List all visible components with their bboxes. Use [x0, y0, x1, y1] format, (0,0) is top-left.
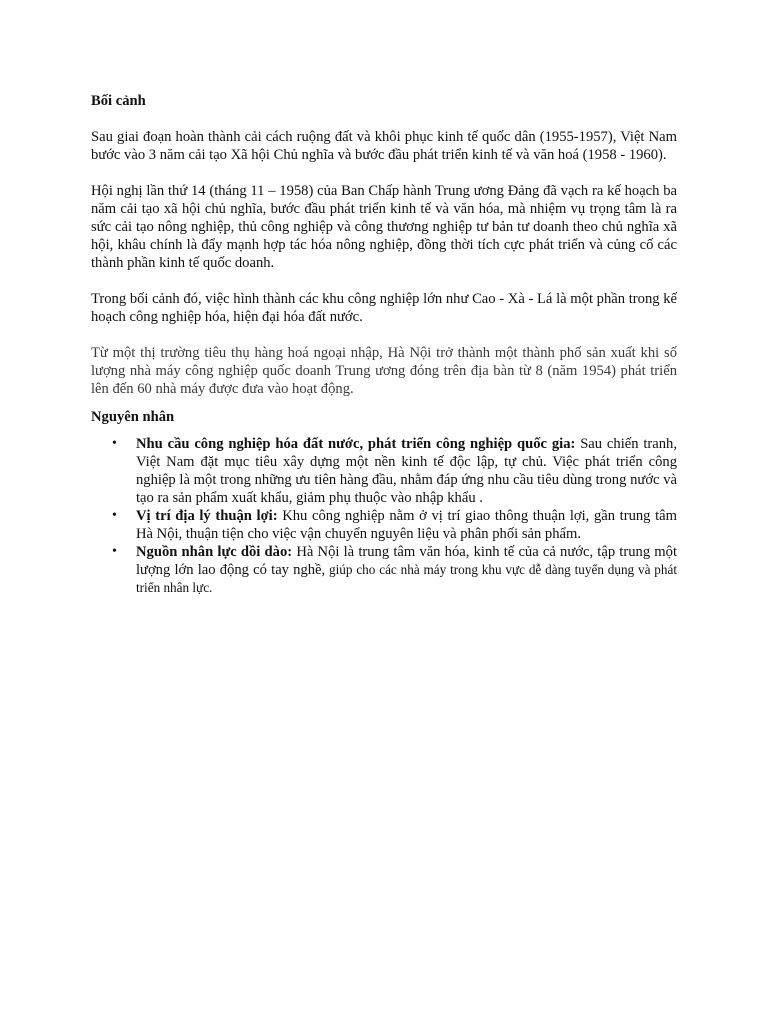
list-item-title: Nguồn nhân lực dồi dào:	[136, 544, 293, 560]
paragraph-context-2: Hội nghị lần thứ 14 (tháng 11 – 1958) của Ban Chấp hành Trung ương Đảng đã vạch ra kế hoạch ba năm cải tạo xã hội chủ nghĩa, bước đầu phát triển kinh tế và văn hóa, mà nhiệm vụ trọng tâm là ra sức cải tạo nông nghiệp, thủ công nghiệp và công thương nghiệp tư bản tư doanh theo chủ nghĩa xã hội, khâu chính là đẩy mạnh hợp tác hóa nông nghiệp, đồng thời tích cực phát triển và củng cố các thành phần kinh tế quốc doanh.	[91, 183, 677, 271]
list-item-title: Nhu cầu công nghiệp hóa đất nước, phát triển công nghiệp quốc gia:	[136, 436, 576, 452]
section-heading-context: Bối cảnh	[91, 93, 146, 109]
list-item-title: Vị trí địa lý thuận lợi:	[136, 508, 278, 524]
section-heading-causes: Nguyên nhân	[91, 409, 175, 425]
list-item-text: Khu công nghiệp nằm ở vị trí giao thông thuận lợi, gần trung tâm Hà Nội, thuận tiện cho việc vận chuyển nguyên liệu và phân phối sản phẩm.	[136, 508, 677, 542]
list-item	[91, 543, 677, 597]
causes-list	[91, 435, 677, 597]
bullet-icon: •	[112, 436, 117, 451]
list-item	[91, 507, 677, 543]
list-item-text: Sau chiến tranh, Việt Nam đặt mục tiêu xây dựng một nền kinh tế độc lập, tự chủ. Việc phát triển công nghiệp là một trong những ưu tiên hàng đầu, nhằm đáp ứng nhu cầu tiêu dùng trong nước và tạo ra sản phẩm xuất khẩu, giảm phụ thuộc vào nhập khẩu .	[136, 436, 677, 506]
list-item-text-small: giúp cho các nhà máy trong khu vực dễ dàng tuyển dụng và phát triển nhân lực.	[136, 562, 677, 595]
document-page	[91, 92, 677, 597]
bullet-icon: •	[112, 544, 117, 559]
paragraph-context-3: Trong bối cảnh đó, việc hình thành các khu công nghiệp lớn như Cao - Xà - Lá là một phần trong kế hoạch công nghiệp hóa, hiện đại hóa đất nước.	[91, 291, 677, 325]
paragraph-context-1: Sau giai đoạn hoàn thành cải cách ruộng đất và khôi phục kinh tế quốc dân (1955-1957), Việt Nam bước vào 3 năm cải tạo Xã hội Chủ nghĩa và bước đầu phát triển kinh tế và văn hoá (1958 - 1960).	[91, 129, 677, 163]
list-item-text: Hà Nội là trung tâm văn hóa, kinh tế của cả nước, tập trung một lượng lớn lao động có tay nghề,	[136, 544, 678, 578]
list-item	[91, 435, 677, 507]
bullet-icon: •	[112, 508, 117, 523]
paragraph-context-4: Từ một thị trường tiêu thụ hàng hoá ngoại nhập, Hà Nội trở thành một thành phố sản xuất khi số lượng nhà máy công nghiệp quốc doanh Trung ương đóng trên địa bàn từ 8 (năm 1954) phát triển lên đến 60 nhà máy được đưa vào hoạt động.	[91, 345, 677, 397]
